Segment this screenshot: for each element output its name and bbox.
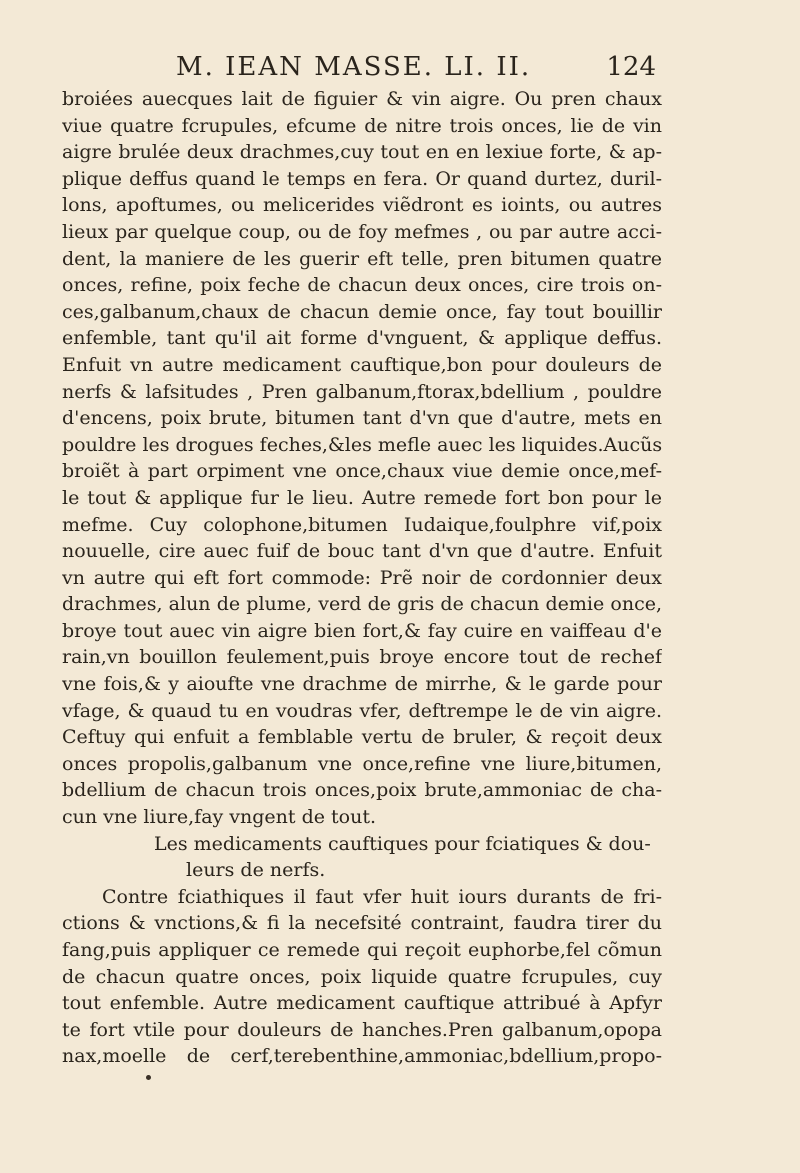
text-line: onces, refine, poix feche de chacun deux onces, cire trois on- bbox=[62, 274, 662, 297]
text-line: aigre brulée deux drachmes,cuy tout en en lexiue forte, & ap- bbox=[62, 141, 662, 164]
text-line: ctions & vnctions,& fi la necefsité contraint, faudra tirer du bbox=[62, 912, 662, 935]
text-line: tout enfemble. Autre medicament cauftique attribué à Apfyr bbox=[62, 992, 662, 1015]
text-line: broye tout auec vin aigre bien fort,& fay cuire en vaiffeau d'e bbox=[62, 619, 662, 642]
text-line: Contre fciathiques il faut vfer huit iours durants de fri- bbox=[102, 885, 662, 908]
text-line: lieux par quelque coup, ou de foy mefmes , ou par autre acci- bbox=[62, 220, 662, 243]
text-line: nouuelle, cire auec fuif de bouc tant d'vn que d'autre. Enfuit bbox=[62, 540, 662, 563]
text-line: pouldre les drogues feches,&les mefle auec les liquides.Aucũs bbox=[62, 433, 662, 456]
text-line: ces,galbanum,chaux de chacun demie once, fay tout bouillir bbox=[62, 300, 662, 323]
text-line: d'encens, poix brute, bitumen tant d'vn que d'autre, mets en bbox=[62, 407, 662, 430]
text-line: nerfs & lafsitudes , Pren galbanum,ftorax,bdellium , pouldre bbox=[62, 380, 662, 403]
text-line: Enfuit vn autre medicament cauftique,bon pour douleurs de bbox=[62, 353, 662, 376]
text-line: vn autre qui eft fort commode: Prẽ noir de cordonnier deux bbox=[62, 566, 662, 589]
page-header bbox=[176, 52, 656, 82]
text-line: te fort vtile pour douleurs de hanches.Pren galbanum,opopa bbox=[62, 1018, 662, 1041]
text-line: rain,vn bouillon feulement,puis broye encore tout de rechef bbox=[62, 646, 662, 669]
section-heading: Les medicaments cauftiques pour fciatiques & dou- bbox=[154, 832, 651, 855]
section-heading-continuation: leurs de nerfs. bbox=[186, 859, 326, 882]
text-line: Ceftuy qui enfuit a femblable vertu de bruler, & reçoit deux bbox=[62, 726, 662, 749]
text-line: le tout & applique fur le lieu. Autre remede fort bon pour le bbox=[62, 486, 662, 509]
text-line: cun vne liure,fay vngent de tout. bbox=[62, 806, 377, 829]
text-line: drachmes, alun de plume, verd de gris de chacun demie once, bbox=[62, 593, 662, 616]
text-line: vfage, & quaud tu en voudras vfer, deftrempe le de vin aigre. bbox=[62, 699, 662, 722]
text-line: broiẽt à part orpiment vne once,chaux viue demie once,mef- bbox=[62, 460, 662, 483]
text-line: lons, apoftumes, ou melicerides viẽdront es ioints, ou autres bbox=[62, 194, 662, 217]
text-line: onces propolis,galbanum vne once,refine vne liure,bitumen, bbox=[62, 752, 662, 775]
text-line: bdellium de chacun trois onces,poix brute,ammoniac de cha- bbox=[62, 779, 662, 802]
text-line: enfemble, tant qu'il ait forme d'vnguent, & applique deffus. bbox=[62, 327, 662, 350]
text-line: de chacun quatre onces, poix liquide quatre fcrupules, cuy bbox=[62, 965, 662, 988]
ink-dot bbox=[146, 1075, 151, 1080]
text-line: nax,moelle de cerf,terebenthine,ammoniac,bdellium,propo- bbox=[62, 1045, 662, 1068]
running-title: M. IEAN MASSE. LI. II. bbox=[176, 52, 532, 82]
text-line: vne fois,& y aioufte vne drachme de mirrhe, & le garde pour bbox=[62, 673, 662, 696]
text-line: dent, la maniere de les guerir eft telle, pren bitumen quatre bbox=[62, 247, 662, 270]
body-text bbox=[62, 86, 662, 1070]
page-number: 124 bbox=[606, 52, 656, 82]
text-line: fang,puis appliquer ce remede qui reçoit euphorbe,fel cõmun bbox=[62, 939, 662, 961]
text-line: plique deffus quand le temps en fera. Or quand durtez, duril- bbox=[62, 167, 662, 190]
text-line: mefme. Cuy colophone,bitumen Iudaique,foulphre vif,poix bbox=[62, 513, 662, 536]
text-line: broiées auecques lait de figuier & vin aigre. Ou pren chaux bbox=[62, 88, 662, 110]
text-line: viue quatre fcrupules, efcume de nitre trois onces, lie de vin bbox=[62, 114, 662, 137]
